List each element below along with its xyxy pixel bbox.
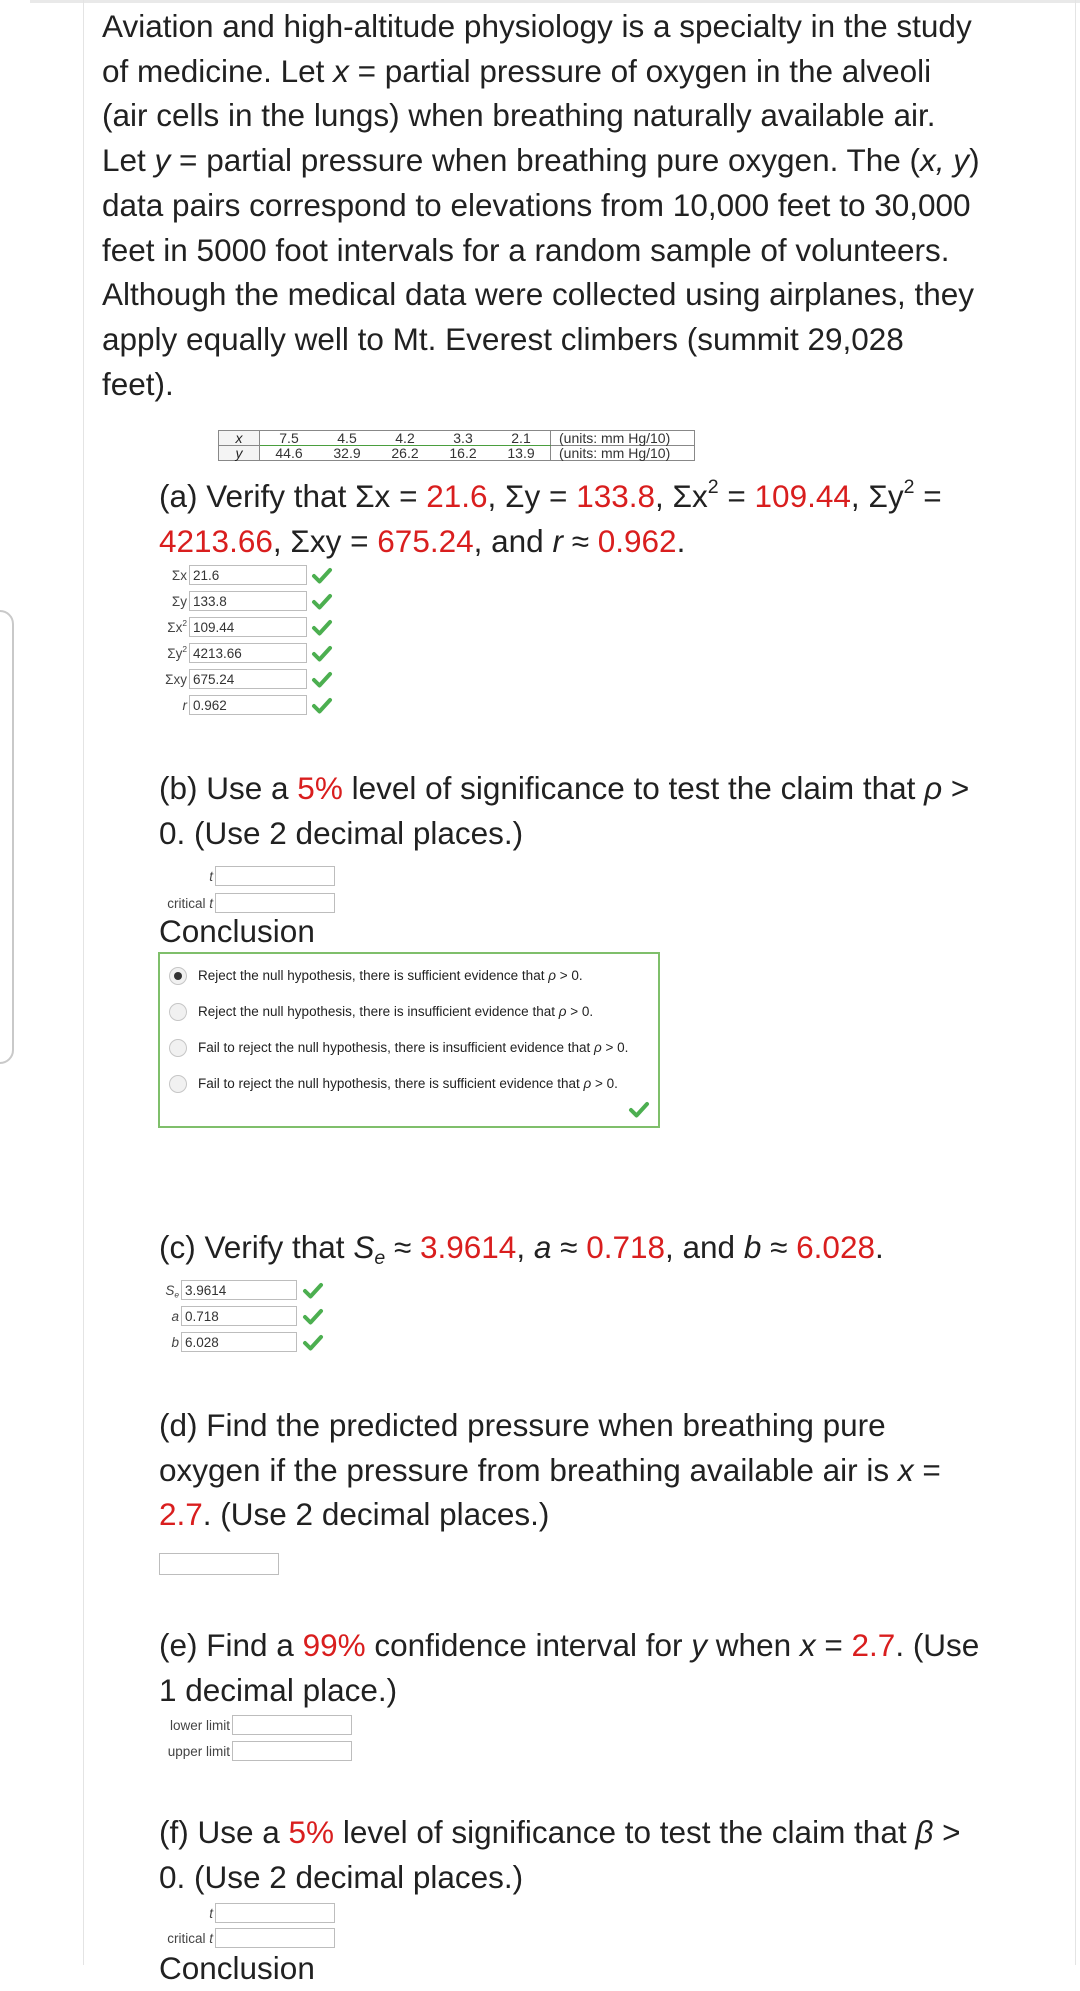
table-row-x — [219, 431, 695, 446]
x-header: x — [219, 431, 260, 446]
checkmark-icon — [302, 1281, 324, 1301]
x-cell: 7.5 — [260, 431, 319, 446]
critical-t-input-f[interactable] — [215, 1928, 335, 1948]
option-label: Reject the null hypothesis, there is sufficient evidence that ρ > 0. — [198, 968, 583, 983]
y-cell: 13.9 — [492, 446, 551, 461]
sum-y2-input[interactable]: 4213.66 — [189, 643, 307, 663]
intro-line: feet). — [102, 365, 174, 402]
y-cell: 32.9 — [318, 446, 376, 461]
sum-x-label: Σx — [171, 568, 187, 583]
part-f-prompt: (f) Use a 5% level of significance to test the claim that β > 0. (Use 2 decimal places.) — [159, 1814, 961, 1895]
intro-line: (air cells in the lungs) when breathing naturally available air. — [102, 97, 936, 134]
x-cell: 3.3 — [434, 431, 492, 446]
sum-x-input[interactable]: 21.6 — [189, 565, 307, 585]
b-input[interactable]: 6.028 — [181, 1332, 297, 1352]
critical-t-label: critical t — [167, 896, 213, 911]
intro-line: Let y = partial pressure when breathing pure oxygen. The (x, y) — [102, 142, 980, 179]
t-label: t — [209, 1906, 213, 1921]
sum-x2-input[interactable]: 109.44 — [189, 617, 307, 637]
se-label: $S_e$ — [165, 1283, 179, 1300]
sum-x2-label: $\Sigma x^2$ — [167, 617, 187, 635]
lower-limit-input[interactable] — [232, 1715, 352, 1735]
sum-xy-input[interactable]: 675.24 — [189, 669, 307, 689]
checkmark-icon — [311, 566, 333, 586]
upper-limit-input[interactable] — [232, 1741, 352, 1761]
top-divider — [30, 0, 1080, 3]
problem-intro — [102, 4, 1062, 406]
sum-y-input[interactable]: 133.8 — [189, 591, 307, 611]
right-margin-rule — [1075, 0, 1076, 1965]
t-label: t — [209, 869, 213, 884]
option-label: Reject the null hypothesis, there is insufficient evidence that ρ > 0. — [198, 1004, 594, 1019]
part-a-prompt: (a) Verify that Σx = 21.6, Σy = 133.8, $\Sigma x^2 = 109.44$, $\Sigma y^2$ = 4213.66, Σxy = 675.24, and r ≈ 0.962. — [159, 475, 942, 559]
sum-y2-label: $\Sigma y^2$ — [167, 643, 187, 661]
predicted-pressure-input[interactable] — [159, 1553, 279, 1575]
checkmark-icon — [302, 1307, 324, 1327]
checkmark-icon — [311, 592, 333, 612]
y-cell: 44.6 — [260, 446, 319, 461]
table-row-y — [219, 446, 695, 461]
part-d-prompt: (d) Find the predicted pressure when breathing pure oxygen if the pressure from breathing available air is x = 2.7. (Use 2 decimal places.) — [159, 1407, 941, 1532]
checkmark-icon — [311, 696, 333, 716]
option-label: Fail to reject the null hypothesis, there is sufficient evidence that ρ > 0. — [198, 1076, 618, 1091]
units-label: (units: mm Hg/10) — [551, 446, 695, 461]
side-panel-tab[interactable] — [0, 610, 14, 1064]
critical-t-label: critical t — [167, 1931, 213, 1946]
x-cell: 2.1 — [492, 431, 551, 446]
y-cell: 26.2 — [376, 446, 434, 461]
checkmark-icon — [302, 1333, 324, 1353]
part-b-prompt: (b) Use a 5% level of significance to test the claim that ρ > 0. (Use 2 decimal places.) — [159, 770, 970, 851]
a-label: a — [171, 1309, 179, 1324]
y-header: y — [219, 446, 260, 461]
r-input[interactable]: 0.962 — [189, 695, 307, 715]
intro-line: of medicine. Let x = partial pressure of oxygen in the alveoli — [102, 52, 932, 89]
y-cell: 16.2 — [434, 446, 492, 461]
units-label: (units: mm Hg/10) — [551, 431, 695, 446]
part-c-prompt: (c) Verify that $S_e \approx 3.9614$, a ≈ 0.718, and b ≈ 6.028. — [159, 1229, 884, 1269]
radio-button[interactable] — [169, 1075, 187, 1093]
r-label: r — [182, 698, 187, 713]
x-cell: 4.2 — [376, 431, 434, 446]
option-label: Fail to reject the null hypothesis, there is insufficient evidence that ρ > 0. — [198, 1040, 629, 1055]
se-input[interactable]: 3.9614 — [181, 1280, 297, 1300]
radio-button[interactable] — [169, 1039, 187, 1057]
intro-line: Aviation and high-altitude physiology is a specialty in the study — [102, 8, 972, 44]
part-e-prompt: (e) Find a 99% confidence interval for y when x = 2.7. (Use 1 decimal place.) — [159, 1627, 980, 1708]
lower-limit-label: lower limit — [169, 1718, 230, 1733]
checkmark-icon — [311, 644, 333, 664]
x-cell: 4.5 — [318, 431, 376, 446]
t-input-f[interactable] — [215, 1903, 335, 1923]
checkmark-icon — [628, 1100, 650, 1120]
conclusion-options — [158, 952, 660, 1128]
a-input[interactable]: 0.718 — [181, 1306, 297, 1326]
t-input[interactable] — [215, 866, 335, 886]
intro-line: feet in 5000 foot intervals for a random sample of volunteers. — [102, 231, 950, 268]
checkmark-icon — [311, 618, 333, 638]
radio-selected[interactable] — [169, 967, 187, 985]
conclusion-heading: Conclusion — [159, 913, 315, 949]
sum-xy-label: Σxy — [165, 672, 187, 687]
b-label: b — [171, 1335, 179, 1350]
radio-button[interactable] — [169, 1003, 187, 1021]
intro-line: apply equally well to Mt. Everest climbers (summit 29,028 — [102, 320, 904, 357]
data-table — [218, 430, 695, 461]
upper-limit-label: upper limit — [167, 1744, 230, 1759]
intro-line: data pairs correspond to elevations from 10,000 feet to 30,000 — [102, 186, 971, 223]
left-margin-rule — [83, 0, 84, 1965]
intro-line: Although the medical data were collected using airplanes, they — [102, 276, 975, 313]
conclusion-heading-f: Conclusion — [159, 1950, 315, 1986]
sum-y-label: Σy — [171, 594, 187, 609]
checkmark-icon — [311, 670, 333, 690]
